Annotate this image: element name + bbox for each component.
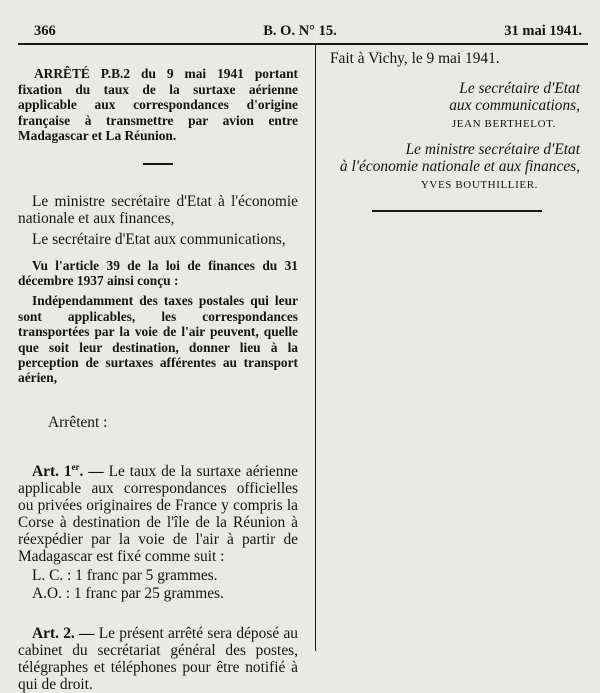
rate-autres-objets: A.O. : 1 franc par 25 grammes. [32,584,224,602]
decree-title-rest: P.B.2 du 9 mai 1941 portant fixation du taux de la surtaxe aérienne applicable aux correspondances d'origine française à transmettre par avion entre Madagascar et La Réunion. [18,66,298,143]
quoted-article: Indépendamment des taxes postales qui leur sont applicables, les correspondances transportées par la voie de l'air peuvent, quelle que soit leur destination, donner lieu à la perception de surtaxes afférentes au transport aérien, [18,293,298,386]
article-1-dash: . — [79,462,104,480]
arretent-heading: Arrêtent : [48,413,108,431]
signatory-2-title-line-1: Le ministre secrétaire d'Etat [405,141,580,158]
article-1-label [32,463,104,480]
minister-economy-line: Le ministre secrétaire d'Etat à l'économie nationale et aux finances, [18,192,298,227]
right-column [330,50,580,192]
end-rule [372,210,542,212]
publication-title: B. O. N° 15. [263,23,337,39]
signatory-2-title-line-2: à l'économie nationale et aux finances, [339,158,580,175]
article-1-superscript: er [71,461,80,472]
decree-title-lead: ARRÊTÉ [34,66,90,81]
legal-reference: Vu l'article 39 de la loi de finances du 31 décembre 1937 ainsi conçu : [18,257,298,288]
title-separator [143,163,173,165]
article-2 [18,625,298,693]
header-rule [18,43,588,45]
rate-lettres-cartes: L. C. : 1 franc par 5 grammes. [32,566,218,584]
signatory-2-name: YVES BOUTHILLIER. [420,179,538,191]
page-number: 366 [34,23,56,39]
article-2-label: Art. 2. — [32,624,95,642]
signatory-1-title-line-2: aux communications, [449,97,580,114]
signatory-1-name: JEAN BERTHELOT. [451,118,556,130]
place-date-line: Fait à Vichy, le 9 mai 1941. [330,50,500,67]
secretary-communications-line: Le secrétaire d'Etat aux communications, [32,230,286,248]
article-1-text: Le taux de la surtaxe aérienne applicable aux correspondances officielles ou privées originaires de France y compris la Corse à destination de l'île de la Réunion à réexpédier par la voie de l'air à partir de Madagascar est fixé comme suit : [18,462,298,565]
issue-date: 31 mai 1941. [504,23,582,39]
signature-gap [330,131,580,141]
article-2-text: Le présent arrêté sera déposé au cabinet du secrétariat général des postes, télégraphes et téléphones pour être notifié à qui de droit. [18,624,298,693]
column-divider [315,45,316,651]
article-1-number: Art. 1 [32,462,72,480]
decree-title [18,66,298,144]
left-column [18,66,298,693]
article-1 [18,459,298,565]
signatory-1-title-line-1: Le secrétaire d'Etat [459,80,580,97]
